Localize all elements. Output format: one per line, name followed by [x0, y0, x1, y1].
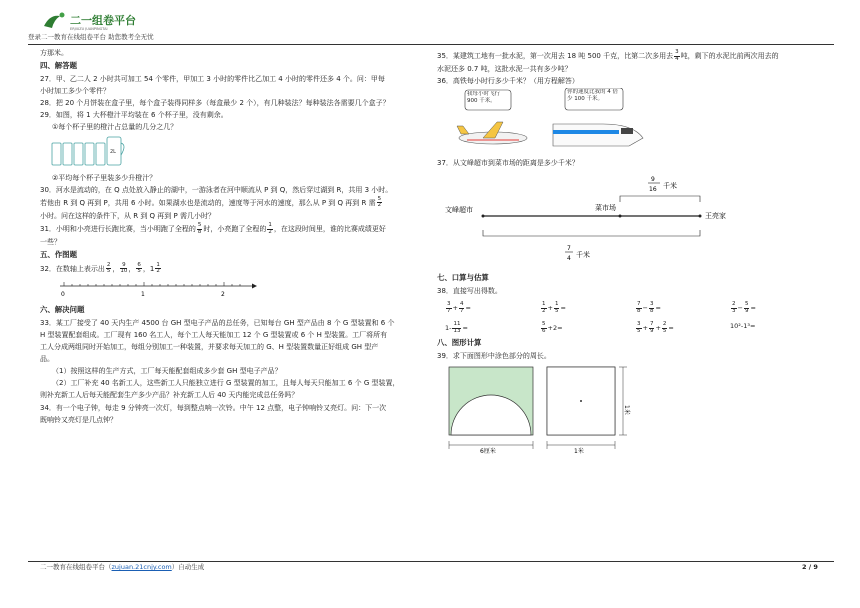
q33-line4: 品。 — [40, 355, 54, 364]
fig1-label: 6厘米 — [480, 448, 496, 456]
q29: 29．如图，将 1 大杯橙汁平均装在 6 个杯子里，没有剩余。 — [40, 111, 228, 120]
section-4-title: 四、解答题 — [40, 61, 77, 71]
train-icon — [553, 124, 643, 146]
number-line — [58, 279, 258, 299]
page-number: 2 / 9 — [802, 563, 818, 571]
q35-line2: 水泥还多 0.7 吨，这批水泥一共有多少吨？ — [437, 65, 572, 73]
fraction: $\frac{5}{8}$ — [197, 222, 202, 235]
label-mid: 菜市场 — [595, 204, 616, 213]
q33-part1: （1）按照这样的生产方式，工厂每天能配套组成多少套 GH 型电子产品？ — [52, 367, 282, 376]
oral-item: $\frac{7}{8}$ − $\frac{3}{8}$ = — [637, 301, 661, 314]
top-frac-num: 9 — [651, 176, 655, 184]
q30-line1: 30．河水是流动的，在 Q 点处放入静止的湖中，一游泳者在河中顺流从 P 到 Q，然后穿过湖到 R，共用 3 小时。 — [40, 185, 393, 194]
fraction: $\frac{2}{5}$ — [106, 261, 111, 275]
q33-line1: 33．某工厂接受了 40 天内生产 4500 台 GH 型电子产品的总任务，已知每台 GH 型产品由 8 个 G 型装置和 6 个 — [40, 318, 395, 327]
cups-figure — [50, 135, 130, 171]
oral-calc-grid — [445, 302, 832, 334]
section-8-title: 八、图形计算 — [437, 338, 482, 348]
cup-icon — [96, 143, 105, 165]
q27-line1: 27．甲、乙二人 2 小时共可加工 54 个零件，甲加工 3 小时的零件比乙加工 4 小时的零件还多 4 个。问：甲每 — [40, 74, 385, 83]
oral-item: $\frac{5}{6}$ +2= — [542, 321, 563, 334]
oral-item: 10²-1³= — [730, 322, 756, 331]
plane-train-figure — [453, 88, 653, 156]
fraction: $\frac{5}{2}$ — [377, 195, 382, 209]
left-column — [40, 48, 430, 427]
cup-label: 2L — [110, 148, 116, 155]
bubble-plane-text: 我每小时飞行 900 千米。 — [467, 91, 501, 105]
axis-label-1: 1 — [141, 290, 145, 298]
header-divider — [28, 44, 834, 45]
section-7-title: 七、口算与估算 — [437, 273, 489, 283]
section-5-title: 五、作图题 — [40, 250, 77, 260]
q27-line2: 小时加工多少个零件？ — [40, 87, 110, 96]
distance-diagram — [445, 170, 765, 270]
q39: 39．求下面图形中涂色部分的周长。 — [437, 352, 551, 361]
oral-item: $\frac{1}{2}$ + $\frac{1}{5}$ = — [542, 301, 566, 314]
q38: 38．直接写出得数。 — [437, 287, 502, 296]
right-column — [437, 48, 832, 457]
q33-line2: H 型装置配套组成。工厂现有 160 名工人，每个工人每天能加工 12 个 G 型装置或 6 个 H 型装置。工厂将所有 — [40, 330, 388, 339]
oral-item: $\frac{3}{7}$ + $\frac{4}{7}$ = — [447, 301, 471, 314]
airplane-icon — [457, 122, 527, 144]
footer-divider — [28, 561, 834, 562]
q34-line2: 既响铃又亮灯是几点钟？ — [40, 415, 117, 424]
oral-item: 1- $\frac{11}{13}$ = — [445, 321, 468, 334]
logo-icon — [40, 10, 190, 32]
fraction: $\frac{9}{10}$ — [120, 261, 128, 275]
q35-line1: 35．某建筑工地有一批水泥，第一次用去 18 吨 500 千克，比第二次多用去 $\frac{3}{4}$ 吨，剩下的水泥比前两次用去的 — [437, 49, 779, 62]
cup-icon — [74, 143, 83, 165]
oral-item: $\frac{3}{5}$ + $\frac{7}{9}$ + $\frac{2}{5}$ = — [637, 321, 674, 334]
fraction: $\frac{1}{2}$ — [268, 222, 272, 235]
label-left: 文峰超市 — [445, 206, 473, 215]
top-unit: 千米 — [663, 182, 677, 191]
page-header — [28, 6, 838, 44]
shapes-figure — [447, 365, 657, 457]
axis-label-0: 0 — [61, 290, 65, 298]
fig2-side-label: 1米 — [623, 405, 630, 415]
axis-label-2: 2 — [221, 290, 225, 298]
q30-line2: 若他由 R 到 Q 再到 P，共用 6 小时。如果湖水也是流动的，速度等于河水的速度，那么从 P 到 Q 再到 R 需 $\frac{5}{2}$ — [40, 195, 382, 209]
q29-part1: ①每个杯子里的橙汁占总量的几分之几？ — [52, 123, 178, 132]
q29-part2: ②平均每个杯子里装多少升橙汁？ — [52, 173, 157, 182]
q36: 36．高铁每小时行多少千米？（用方程解答） — [437, 77, 579, 86]
q32: 32．在数轴上表示出 $\frac{2}{5}$ ， $\frac{9}{10}$ ， $\frac{6}{5}$ ，1 $\frac{1}{2}$ — [40, 261, 160, 275]
bubble-train-text: 你的速度比我的 4 倍少 100 千米。 — [567, 89, 618, 103]
bottom-unit: 千米 — [576, 251, 590, 260]
q28: 28．把 20 个月饼装在盒子里，每个盒子装得同样多（每盒最少 2 个），有几种装法？每种装法各需要几个盒子？ — [40, 99, 390, 108]
fig2-label: 1米 — [574, 448, 584, 456]
q33-line3: 工人分成两组同时开始加工，每组分别加工一种装置，并要求每天加工的 G、H 型装置数量正好组成 GH 型产 — [40, 342, 379, 351]
top-frac-den: 16 — [649, 186, 657, 194]
q30-line3: 小时。问在这样的条件下，从 R 到 Q 再到 P 需几小时？ — [40, 211, 215, 220]
cup-icon — [52, 143, 61, 165]
footer-link[interactable]: zujuan.21cnjy.com — [111, 563, 172, 571]
section-6-title: 六、解决问题 — [40, 304, 85, 314]
logo-sub: ERJIUZU JUANPINGTAI — [70, 27, 108, 31]
q34-line1: 34．有一个电子钟，每走 9 分钟亮一次灯，每到整点响一次铃。中午 12 点整，电子钟响铃又亮灯。问：下一次 — [40, 403, 387, 412]
q33-part2-line2: 则补充新工人后每天能配套生产多少产品？补充新工人后 40 天内能完成总任务吗？ — [40, 391, 299, 400]
logo-text: 二一组卷平台 — [70, 14, 136, 27]
q31-line1: 31．小明和小亮进行长跑比赛，当小明跑了全程的 $\frac{5}{8}$ 时，小亮跑了全程的 $\frac{1}{2}$ ，在这段时间里，谁的比赛成绩更好 — [40, 222, 386, 235]
q33-part2-line1: （2）工厂补充 40 名新工人，这些新工人只能独立进行 G 型装置的加工，且每人每天只能加工 6 个 G 型装置， — [52, 379, 400, 388]
cup-icon — [85, 143, 94, 165]
cup-icon — [63, 143, 72, 165]
fraction: $\frac{6}{5}$ — [137, 261, 141, 275]
header-subtitle: 登录二一教育在线组卷平台 助您教考全无忧 — [28, 33, 154, 41]
q31-line2: 一些？ — [40, 238, 61, 246]
fraction: $\frac{1}{2}$ — [156, 261, 160, 275]
bottom-frac-den: 4 — [567, 255, 571, 263]
fraction: $\frac{3}{4}$ — [675, 49, 679, 62]
oral-item: $\frac{2}{3}$ − $\frac{5}{9}$ = — [732, 301, 756, 314]
page-footer: 二一教育在线组卷平台（zujuan.21cnjy.com）自动生成 — [40, 563, 205, 571]
carry-text: 方那米。 — [40, 49, 68, 57]
label-right: 王亮家 — [705, 212, 726, 221]
bottom-frac-num: 7 — [567, 245, 571, 253]
q37: 37．从文峰超市到菜市场的距离是多少千米？ — [437, 159, 579, 168]
